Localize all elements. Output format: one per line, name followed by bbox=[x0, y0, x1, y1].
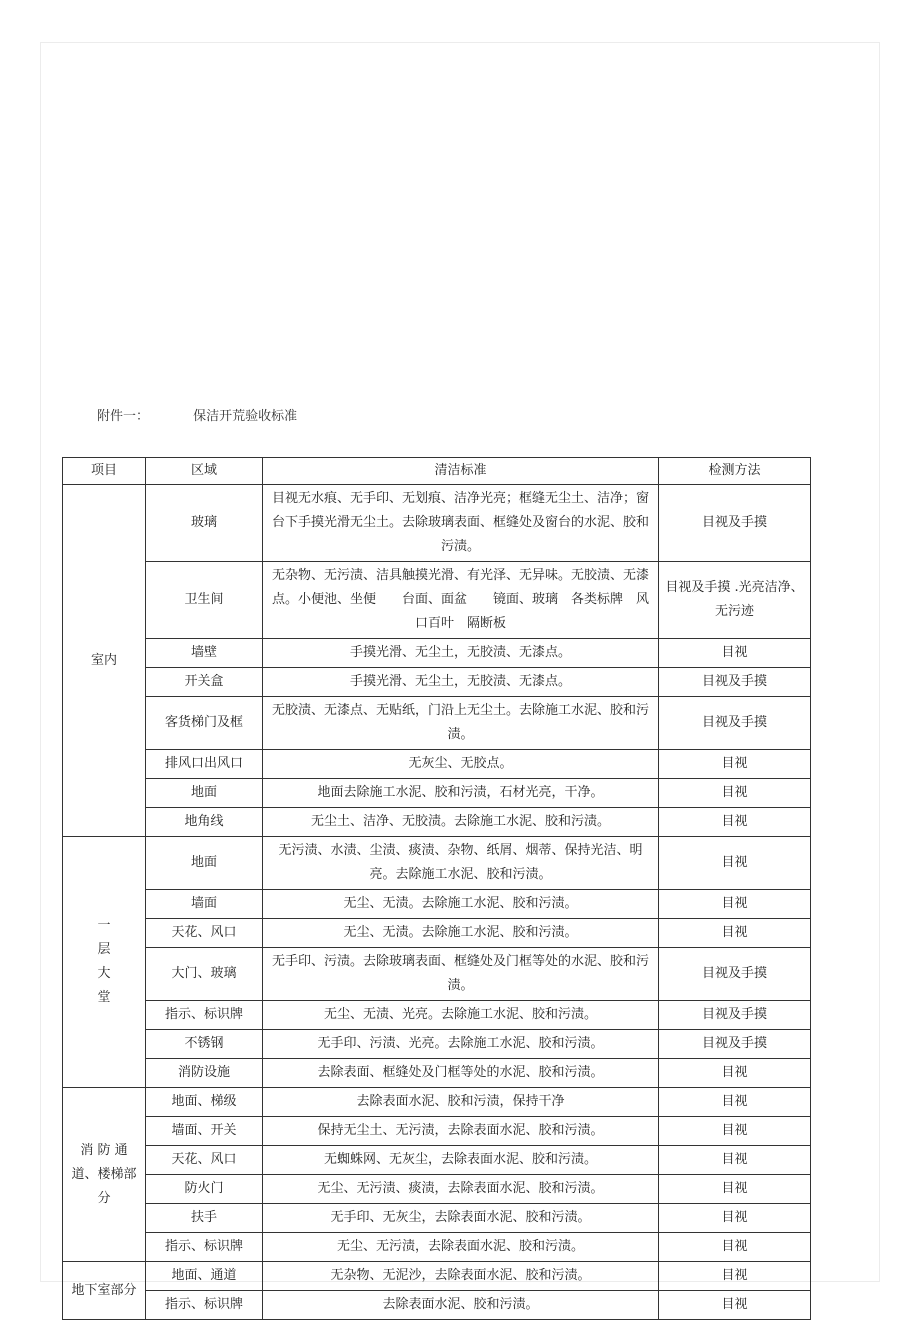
area-cell: 防火门 bbox=[146, 1175, 263, 1204]
standard-cell: 无手印、污渍、光亮。去除施工水泥、胶和污渍。 bbox=[263, 1030, 659, 1059]
table-row bbox=[63, 1175, 811, 1204]
document-title: 保洁开荒验收标准 bbox=[193, 409, 298, 424]
area-cell: 客货梯门及框 bbox=[146, 697, 263, 750]
method-cell: 目视 bbox=[659, 1262, 811, 1291]
table-row bbox=[63, 697, 811, 750]
table-row bbox=[63, 890, 811, 919]
standard-cell: 去除表面、框缝处及门框等处的水泥、胶和污渍。 bbox=[263, 1059, 659, 1088]
method-cell: 目视及手摸 bbox=[659, 697, 811, 750]
table-row bbox=[63, 485, 811, 562]
method-cell: 目视 bbox=[659, 890, 811, 919]
area-cell: 开关盒 bbox=[146, 668, 263, 697]
standard-cell: 手摸光滑、无尘土，无胶渍、无漆点。 bbox=[263, 668, 659, 697]
project-cell-indoor: 室内 bbox=[63, 485, 146, 837]
area-cell: 墙壁 bbox=[146, 639, 263, 668]
standard-cell: 无胶渍、无漆点、无贴纸，门沿上无尘土。去除施工水泥、胶和污渍。 bbox=[263, 697, 659, 750]
area-cell: 地面 bbox=[146, 779, 263, 808]
table-row bbox=[63, 639, 811, 668]
table-row bbox=[63, 1030, 811, 1059]
standard-cell: 地面去除施工水泥、胶和污渍，石材光亮，干净。 bbox=[263, 779, 659, 808]
area-cell: 卫生间 bbox=[146, 562, 263, 639]
method-cell: 目视 bbox=[659, 1117, 811, 1146]
table-row bbox=[63, 1117, 811, 1146]
standard-cell: 无手印、污渍。去除玻璃表面、框缝处及门框等处的水泥、胶和污渍。 bbox=[263, 948, 659, 1001]
table-row bbox=[63, 562, 811, 639]
area-cell: 指示、标识牌 bbox=[146, 1001, 263, 1030]
area-cell: 墙面 bbox=[146, 890, 263, 919]
standard-cell: 无尘、无渍。去除施工水泥、胶和污渍。 bbox=[263, 890, 659, 919]
table-row bbox=[63, 1088, 811, 1117]
method-cell: 目视 bbox=[659, 1291, 811, 1320]
method-cell: 目视 bbox=[659, 1059, 811, 1088]
standard-cell: 无污渍、水渍、尘渍、痰渍、杂物、纸屑、烟蒂、保持光洁、明亮。去除施工水泥、胶和污渍。 bbox=[263, 837, 659, 890]
method-cell: 目视 bbox=[659, 919, 811, 948]
project-cell-fire-stairs: 消 防 通 道、楼梯部分 bbox=[63, 1088, 146, 1262]
method-cell: 目视 bbox=[659, 1175, 811, 1204]
standard-cell: 去除表面水泥、胶和污渍，保持干净 bbox=[263, 1088, 659, 1117]
method-cell: 目视及手摸 bbox=[659, 948, 811, 1001]
acceptance-standard-table bbox=[62, 457, 811, 1320]
area-cell: 不锈钢 bbox=[146, 1030, 263, 1059]
method-cell: 目视及手摸 bbox=[659, 1030, 811, 1059]
table-header-row bbox=[63, 458, 811, 485]
standard-cell: 无蜘蛛网、无灰尘，去除表面水泥、胶和污渍。 bbox=[263, 1146, 659, 1175]
standard-cell: 无尘、无渍。去除施工水泥、胶和污渍。 bbox=[263, 919, 659, 948]
table-row bbox=[63, 779, 811, 808]
table-row bbox=[63, 750, 811, 779]
header-method: 检测方法 bbox=[659, 458, 811, 485]
area-cell: 墙面、开关 bbox=[146, 1117, 263, 1146]
header-area: 区域 bbox=[146, 458, 263, 485]
area-cell: 排风口出风口 bbox=[146, 750, 263, 779]
standard-cell: 无杂物、无污渍、洁具触摸光滑、有光泽、无异味。无胶渍、无漆点。小便池、坐便 台面、面盆 镜面、玻璃 各类标牌 风口百叶 隔断板 bbox=[263, 562, 659, 639]
method-cell: 目视 bbox=[659, 1146, 811, 1175]
area-cell: 地角线 bbox=[146, 808, 263, 837]
method-cell: 目视 bbox=[659, 1088, 811, 1117]
area-cell: 大门、玻璃 bbox=[146, 948, 263, 1001]
table-row bbox=[63, 1059, 811, 1088]
standard-cell: 无杂物、无泥沙，去除表面水泥、胶和污渍。 bbox=[263, 1262, 659, 1291]
document-heading bbox=[97, 405, 297, 424]
area-cell: 天花、风口 bbox=[146, 1146, 263, 1175]
header-project: 项目 bbox=[63, 458, 146, 485]
project-char: 大 bbox=[97, 966, 111, 981]
table-row bbox=[63, 1146, 811, 1175]
area-cell: 消防设施 bbox=[146, 1059, 263, 1088]
project-cell-basement: 地下室部分 bbox=[63, 1262, 146, 1320]
standard-cell: 无手印、无灰尘，去除表面水泥、胶和污渍。 bbox=[263, 1204, 659, 1233]
table-row bbox=[63, 1233, 811, 1262]
method-cell: 目视 bbox=[659, 1233, 811, 1262]
area-cell: 指示、标识牌 bbox=[146, 1291, 263, 1320]
table-row bbox=[63, 919, 811, 948]
attachment-label: 附件一： bbox=[97, 409, 150, 424]
table-row bbox=[63, 1262, 811, 1291]
table-row bbox=[63, 1204, 811, 1233]
standard-cell: 去除表面水泥、胶和污渍。 bbox=[263, 1291, 659, 1320]
standard-cell: 无尘、无污渍，去除表面水泥、胶和污渍。 bbox=[263, 1233, 659, 1262]
method-cell: 目视及手摸 bbox=[659, 485, 811, 562]
method-cell: 目视 bbox=[659, 639, 811, 668]
project-char: 一 bbox=[97, 918, 111, 933]
standard-cell: 无灰尘、无胶点。 bbox=[263, 750, 659, 779]
method-cell: 目视及手摸 bbox=[659, 668, 811, 697]
area-cell: 地面、通道 bbox=[146, 1262, 263, 1291]
area-cell: 地面、梯级 bbox=[146, 1088, 263, 1117]
area-cell: 地面 bbox=[146, 837, 263, 890]
standard-cell: 保持无尘土、无污渍，去除表面水泥、胶和污渍。 bbox=[263, 1117, 659, 1146]
project-cell-lobby bbox=[63, 837, 146, 1088]
method-cell: 目视及手摸 bbox=[659, 1001, 811, 1030]
area-cell: 天花、风口 bbox=[146, 919, 263, 948]
method-cell: 目视及手摸 .光亮洁净、无污迹 bbox=[659, 562, 811, 639]
method-cell: 目视 bbox=[659, 779, 811, 808]
table-row bbox=[63, 668, 811, 697]
table-row bbox=[63, 948, 811, 1001]
table-row bbox=[63, 1291, 811, 1320]
area-cell: 扶手 bbox=[146, 1204, 263, 1233]
table-row bbox=[63, 837, 811, 890]
project-char: 层 bbox=[97, 942, 111, 957]
standard-cell: 目视无水痕、无手印、无划痕、洁净光亮；框缝无尘土、洁净；窗台下手摸光滑无尘土。去除玻璃表面、框缝处及窗台的水泥、胶和污渍。 bbox=[263, 485, 659, 562]
method-cell: 目视 bbox=[659, 750, 811, 779]
method-cell: 目视 bbox=[659, 808, 811, 837]
header-standard: 清洁标准 bbox=[263, 458, 659, 485]
method-cell: 目视 bbox=[659, 1204, 811, 1233]
standard-cell: 手摸光滑、无尘土，无胶渍、无漆点。 bbox=[263, 639, 659, 668]
area-cell: 指示、标识牌 bbox=[146, 1233, 263, 1262]
area-cell: 玻璃 bbox=[146, 485, 263, 562]
standard-cell: 无尘土、洁净、无胶渍。去除施工水泥、胶和污渍。 bbox=[263, 808, 659, 837]
project-char: 堂 bbox=[97, 990, 111, 1005]
table-row bbox=[63, 1001, 811, 1030]
table-row bbox=[63, 808, 811, 837]
method-cell: 目视 bbox=[659, 837, 811, 890]
standard-cell: 无尘、无渍、光亮。去除施工水泥、胶和污渍。 bbox=[263, 1001, 659, 1030]
standard-cell: 无尘、无污渍、痰渍，去除表面水泥、胶和污渍。 bbox=[263, 1175, 659, 1204]
